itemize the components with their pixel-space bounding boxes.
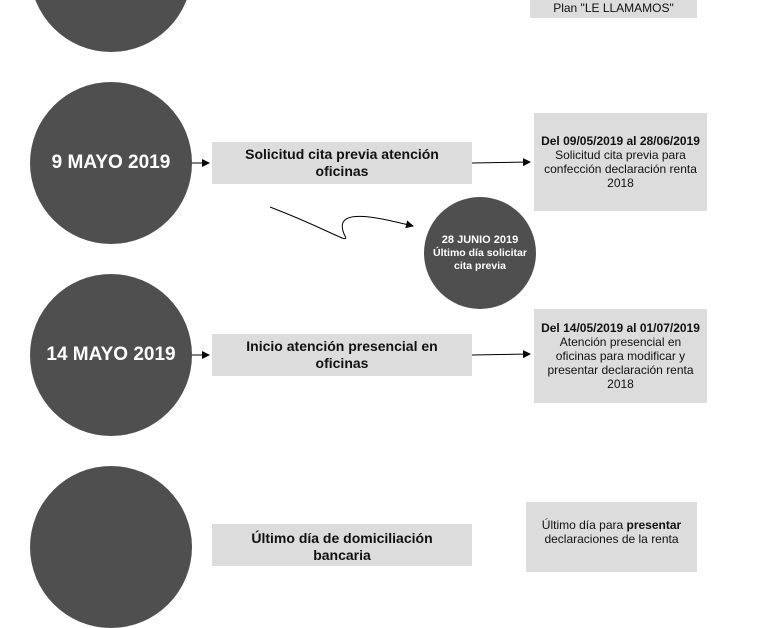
event-label: Último día de domiciliación bancaria [251,530,433,563]
date-label: 9 MAYO 2019 [51,152,171,173]
detail-text-top: Plan "LE LLAMAMOS" [553,1,674,15]
date-circle-top [30,0,192,52]
arrow-row2-event-to-detail [472,354,530,355]
detail-box-presentar [526,502,697,572]
date-circle-9-mayo [30,82,192,244]
deadline-date: 28 JUNIO 2019 [441,233,519,246]
detail-range: Del 14/05/2019 al 01/07/2019 [541,321,700,335]
detail-box-cita-previa [534,113,707,211]
arrow-row1-event-to-detail [472,162,530,163]
detail-line-1 [542,518,681,532]
date-circle-14-mayo [30,274,192,436]
event-label: Solicitud cita previa atención oficinas [245,146,439,179]
event-box-atencion-presencial [212,334,472,376]
event-label: Inicio atención presencial en oficinas [246,338,438,371]
arrow-curve-to-deadline [270,207,413,239]
detail-box-top [530,0,697,18]
detail-text: Solicitud cita previa para confección declaración renta 2018 [544,148,697,190]
deadline-text: Último día solicitar cita previa [433,246,527,272]
date-circle-bottom [30,466,192,628]
detail-prefix: Último día para [541,518,627,532]
detail-line-2: declaraciones de la renta [544,532,679,546]
date-label: 14 MAYO 2019 [46,344,176,365]
deadline-circle [424,197,536,309]
detail-range: Del 09/05/2019 al 28/06/2019 [541,134,700,148]
detail-box-atencion-presencial [534,309,707,403]
event-box-cita-previa [212,142,472,184]
event-box-domiciliacion [212,524,472,566]
detail-text: Atención presencial en oficinas para modificar y presentar declaración renta 2018 [547,335,694,391]
detail-bold: presentar [626,518,682,532]
